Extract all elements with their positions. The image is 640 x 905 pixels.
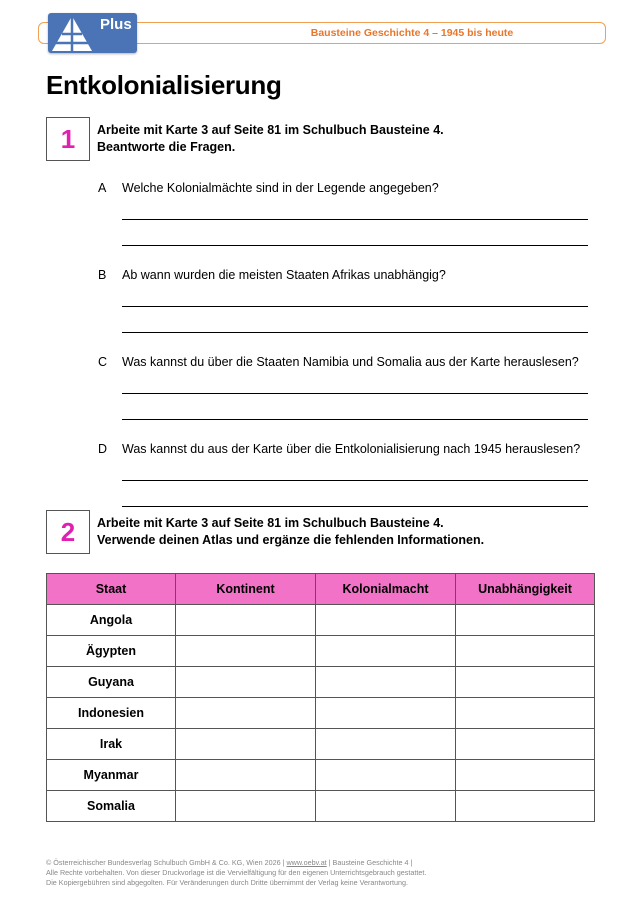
- continent-cell[interactable]: [176, 605, 316, 636]
- colonial-power-cell[interactable]: [316, 760, 456, 791]
- colonial-power-cell[interactable]: [316, 729, 456, 760]
- task-2-line-2: Verwende deinen Atlas und ergänze die fehlenden Informationen.: [97, 533, 485, 547]
- table-row: [47, 698, 595, 729]
- header-staat: Staat: [47, 574, 176, 605]
- footer-line-2: Alle Rechte vorbehalten. Von dieser Druckvorlage ist die Vervielfältigung für den eigenen Unterrichtsgebrauch gestattet.: [46, 868, 427, 877]
- independence-cell[interactable]: [456, 605, 595, 636]
- country-cell: Indonesien: [47, 698, 176, 729]
- task-number-box-1: 1: [46, 117, 90, 161]
- question-c-letter: C: [98, 355, 108, 369]
- question-b-letter: B: [98, 268, 107, 282]
- question-a-letter: A: [98, 181, 107, 195]
- answer-line[interactable]: [122, 419, 588, 420]
- table-row: [47, 729, 595, 760]
- table-row: [47, 605, 595, 636]
- header-unabhaengigkeit: Unabhängigkeit: [456, 574, 595, 605]
- table-header-row: [47, 574, 595, 605]
- page-title: Entkolonialisierung: [46, 70, 282, 100]
- task-2-line-1: Arbeite mit Karte 3 auf Seite 81 im Schulbuch Bausteine 4.: [97, 516, 444, 530]
- colonial-power-cell[interactable]: [316, 605, 456, 636]
- table-row: [47, 791, 595, 822]
- task-number-box-2: 2: [46, 510, 90, 554]
- question-a-text: Welche Kolonialmächte sind in der Legende angegeben?: [122, 181, 439, 195]
- answer-line[interactable]: [122, 393, 588, 394]
- question-c-text: Was kannst du über die Staaten Namibia und Somalia aus der Karte herauslesen?: [122, 355, 579, 369]
- continent-cell[interactable]: [176, 791, 316, 822]
- answer-line[interactable]: [122, 245, 588, 246]
- footer-line-1: [46, 858, 426, 868]
- decolonization-table: [46, 573, 595, 822]
- country-cell: Somalia: [47, 791, 176, 822]
- header-title: Bausteine Geschichte 4 – 1945 bis heute: [310, 27, 514, 39]
- independence-cell[interactable]: [456, 667, 595, 698]
- header-kolonialmacht: Kolonialmacht: [316, 574, 456, 605]
- table-row: [47, 636, 595, 667]
- colonial-power-cell[interactable]: [316, 636, 456, 667]
- independence-cell[interactable]: [456, 791, 595, 822]
- table-row: [47, 760, 595, 791]
- colonial-power-cell[interactable]: [316, 667, 456, 698]
- task-1-instruction: [97, 122, 444, 156]
- task-1-line-1: Arbeite mit Karte 3 auf Seite 81 im Schulbuch Bausteine 4.: [97, 123, 444, 137]
- continent-cell[interactable]: [176, 760, 316, 791]
- header-kontinent: Kontinent: [176, 574, 316, 605]
- continent-cell[interactable]: [176, 729, 316, 760]
- colonial-power-cell[interactable]: [316, 791, 456, 822]
- answer-line[interactable]: [122, 506, 588, 507]
- continent-cell[interactable]: [176, 667, 316, 698]
- footer-book: | Bausteine Geschichte 4 |: [326, 858, 413, 867]
- continent-cell[interactable]: [176, 636, 316, 667]
- answer-line[interactable]: [122, 480, 588, 481]
- copyright-footer: [46, 858, 426, 888]
- task-1-line-2: Beantworte die Fragen.: [97, 140, 236, 154]
- independence-cell[interactable]: [456, 729, 595, 760]
- question-d-text: Was kannst du aus der Karte über die Entkolonialisierung nach 1945 herauslesen?: [122, 442, 581, 456]
- answer-line[interactable]: [122, 219, 588, 220]
- question-d-letter: D: [98, 442, 108, 456]
- continent-cell[interactable]: [176, 698, 316, 729]
- footer-line-3: Die Kopiergebühren sind abgegolten. Für Veränderungen durch Dritte übernimmt der Verlag keine Verantwortung.: [46, 878, 408, 887]
- task-2-instruction: [97, 515, 484, 549]
- independence-cell[interactable]: [456, 636, 595, 667]
- country-cell: Ägypten: [47, 636, 176, 667]
- publisher-link[interactable]: www.oebv.at: [286, 858, 327, 867]
- country-cell: Irak: [47, 729, 176, 760]
- answer-line[interactable]: [122, 332, 588, 333]
- question-b-text: Ab wann wurden die meisten Staaten Afrikas unabhängig?: [122, 268, 446, 282]
- footer-publisher: © Österreichischer Bundesverlag Schulbuch GmbH & Co. KG, Wien 2026 |: [46, 858, 287, 867]
- independence-cell[interactable]: [456, 698, 595, 729]
- country-cell: Guyana: [47, 667, 176, 698]
- plus-logo: [48, 13, 137, 53]
- country-cell: Myanmar: [47, 760, 176, 791]
- country-cell: Angola: [47, 605, 176, 636]
- logo-text: Plus: [100, 16, 132, 33]
- table-row: [47, 667, 595, 698]
- colonial-power-cell[interactable]: [316, 698, 456, 729]
- answer-line[interactable]: [122, 306, 588, 307]
- independence-cell[interactable]: [456, 760, 595, 791]
